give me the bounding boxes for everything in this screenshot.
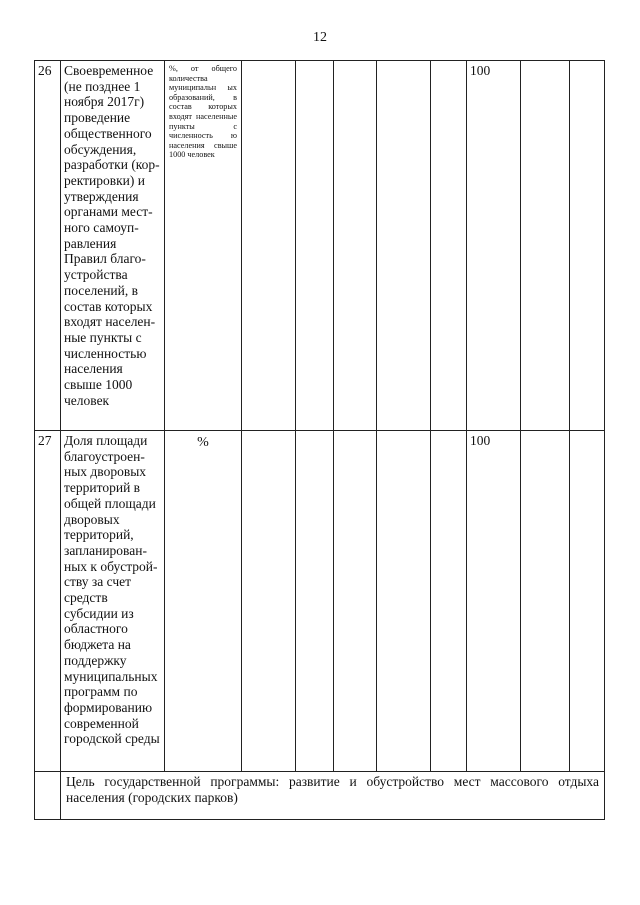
empty-cell bbox=[35, 772, 61, 820]
value-cell: 100 bbox=[467, 61, 521, 431]
unit-cell: % bbox=[165, 431, 242, 772]
value-cell: 100 bbox=[467, 431, 521, 772]
empty-cell bbox=[431, 61, 467, 431]
goal-row bbox=[35, 772, 605, 820]
indicators-table bbox=[34, 60, 605, 820]
empty-cell bbox=[377, 431, 431, 772]
empty-cell bbox=[431, 431, 467, 772]
unit-cell: %, от общего количества муниципальн ых образований, в состав которых входят населенные пункты с численность ю населения свыше 1000 человек bbox=[165, 61, 242, 431]
page-number: 12 bbox=[313, 30, 327, 45]
empty-cell bbox=[570, 431, 605, 772]
empty-cell bbox=[242, 61, 296, 431]
empty-cell bbox=[296, 431, 334, 772]
empty-cell bbox=[377, 61, 431, 431]
empty-cell bbox=[242, 431, 296, 772]
table-row bbox=[35, 431, 605, 772]
empty-cell bbox=[334, 431, 377, 772]
empty-cell bbox=[334, 61, 377, 431]
program-goal: Цель государственной программы: развитие и обустройство мест массового отдыха населения (городских парков) bbox=[61, 772, 605, 820]
empty-cell bbox=[521, 61, 570, 431]
row-number: 26 bbox=[35, 61, 61, 431]
empty-cell bbox=[570, 61, 605, 431]
empty-cell bbox=[521, 431, 570, 772]
row-number: 27 bbox=[35, 431, 61, 772]
empty-cell bbox=[296, 61, 334, 431]
indicator-description: Своевременное (не позднее 1 ноября 2017г) проведение общественного обсуждения, разработки (кор-ректировки) и утверждения органами мест-ного самоуп-равления Правил благо-устройства поселений, в состав которых входят населен-ные пункты с численностью населения свыше 1000 человек bbox=[61, 61, 165, 431]
indicator-description: Доля площади благоустроен-ных дворовых территорий в общей площади дворовых территорий, запланирован-ных к обустрой-ству за счет средств субсидии из областного бюджета на поддержку муниципальных программ по формированию современной городской среды bbox=[61, 431, 165, 772]
table-row bbox=[35, 61, 605, 431]
